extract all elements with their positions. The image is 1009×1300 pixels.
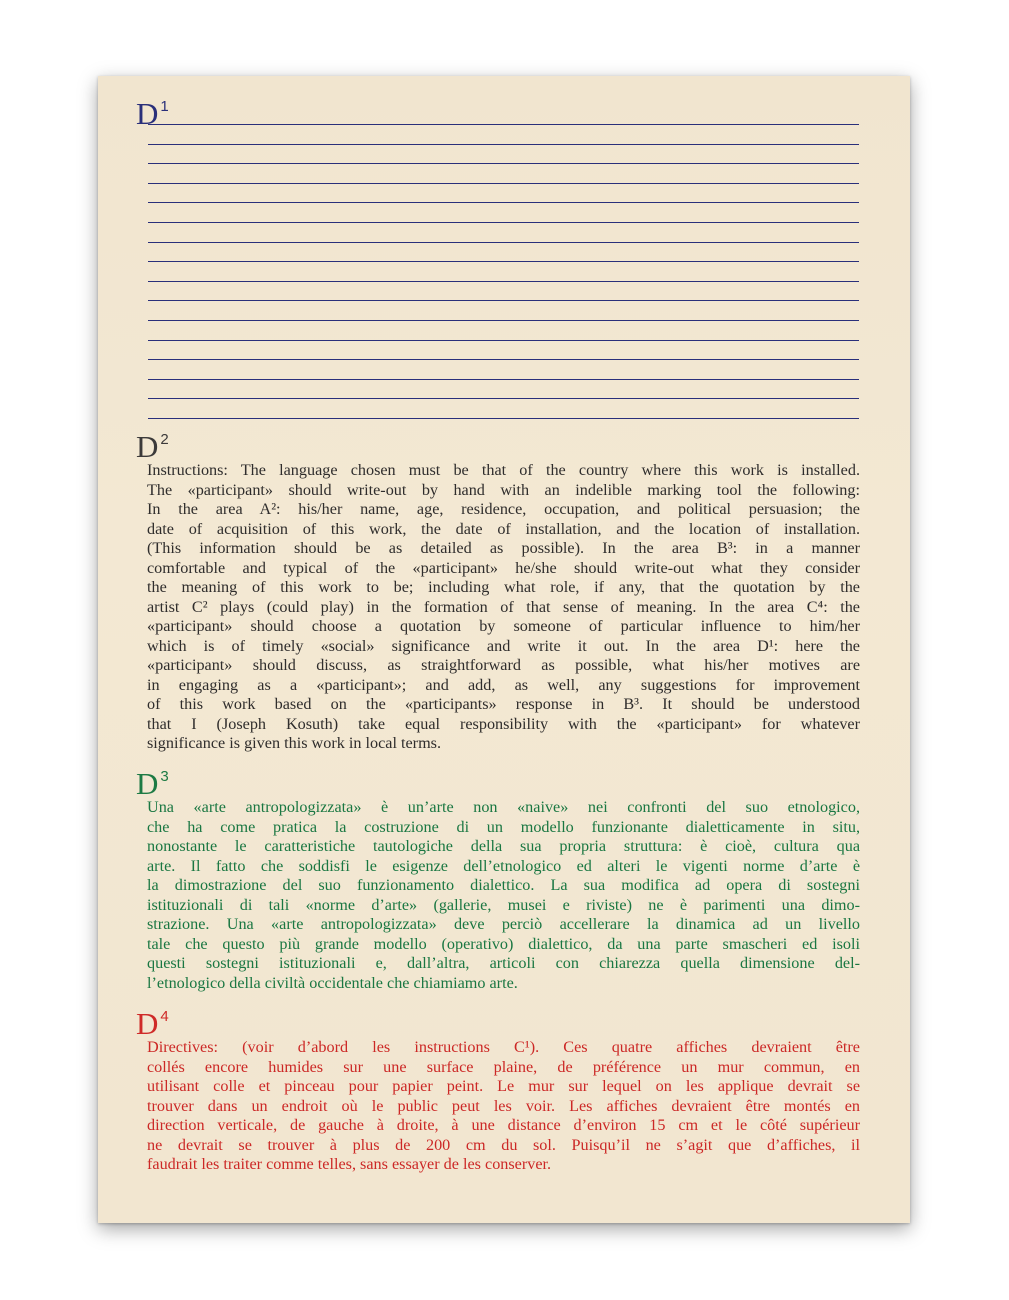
ruled-line (148, 300, 859, 301)
d2-instructions-text (147, 461, 860, 754)
ruled-line (148, 183, 859, 184)
text-line: the meaning of this work to be; including what role, if any, that the quotation by the (147, 578, 860, 596)
text-line: utilisant colle et pinceau pour papier peint. Le mur sur lequel on les applique devrait se (147, 1077, 860, 1095)
text-line: Directives: (voir d’abord les instructions C¹). Ces quatre affiches devraient être (147, 1038, 860, 1056)
ruled-line (148, 418, 859, 419)
text-line: collés encore humides sur une surface plaine, de préférence un mur commun, en (147, 1057, 860, 1076)
poster-sheet (98, 76, 910, 1223)
section-letter: D (136, 96, 159, 131)
text-line: faudrait les traiter comme telles, sans essayer de les conserver. (147, 1155, 552, 1173)
text-line: «participant» should discuss, as straightforward as possible, what his/her motives are (147, 656, 860, 674)
text-line: Una «arte antropologizzata» è un’arte non «naive» nei confronti del suo etnologico, (147, 798, 860, 816)
text-line: The «participant» should write-out by hand with an indelible marking tool the following: (147, 480, 860, 499)
ruled-line (148, 340, 859, 341)
text-line: date of acquisition of this work, the date of installation, and the location of installation. (147, 519, 860, 538)
section-d2-heading (136, 431, 169, 462)
text-line: questi sostegni istituzionali e, dall’altra, articoli con chiarezza quella dimensione del- (147, 954, 860, 972)
ruled-line (148, 398, 859, 399)
text-line: significance is given this work in local terms. (147, 734, 442, 752)
text-line: In the area A²: his/her name, age, residence, occupation, and political persuasion; the (147, 500, 860, 518)
text-line: trouver dans un endroit où le public peut les voir. Les affiches devraient être montés en (147, 1096, 860, 1115)
d3-italian-text (147, 798, 860, 993)
text-line: istituzionali di tali «norme d’arte» (gallerie, musei e riviste) ne è parimenti una dimo- (147, 895, 860, 914)
ruled-line (148, 163, 859, 164)
ruled-line (148, 359, 859, 360)
ruled-line (148, 281, 859, 282)
text-line: «participant» should choose a quotation by someone of particular influence to him/her (147, 617, 860, 635)
text-line: che ha come pratica la costruzione di un modello funzionante dialetticamente in situ, (147, 817, 860, 836)
section-letter: D (136, 429, 159, 464)
ruled-line (148, 320, 859, 321)
text-line: l’etnologico della civiltà occidentale che chiamiamo arte. (147, 973, 518, 992)
text-line: arte. Il fatto che soddisfi le esigenze dell’etnologico ed alteri le vigenti norme d’arte è (147, 856, 860, 875)
text-line: Instructions: The language chosen must be that of the country where this work is installed. (147, 461, 860, 479)
ruled-line (148, 124, 859, 125)
text-line: strazione. Una «arte antropologizzata» deve perciò accellerare la dinamica ad un livello (147, 915, 860, 933)
section-index: 1 (160, 98, 169, 115)
text-line: tale che questo più grande modello (operativo) dialettico, da una parte smascheri ed isoli (147, 934, 860, 953)
ruled-line (148, 242, 859, 243)
text-line: which is of timely «social» significance and write it out. In the area D¹: here the (147, 636, 860, 655)
text-line: artist C² plays (could play) in the formation of that sense of meaning. In the area C⁴: the (147, 597, 860, 616)
section-d3-heading (136, 768, 169, 799)
ruled-line (148, 379, 859, 380)
d4-french-text (147, 1038, 860, 1175)
section-index: 4 (160, 1008, 169, 1025)
ruled-line (148, 261, 859, 262)
section-letter: D (136, 766, 159, 801)
text-line: direction verticale, de gauche à droite, à une distance d’environ 15 cm et le côté supérieur (147, 1116, 860, 1134)
section-index: 3 (160, 768, 169, 785)
text-line: of this work based on the «participants» response in B³. It should be understood (147, 695, 860, 713)
text-line: ne devrait se trouver à plus de 200 cm du sol. Puisqu’il ne s’agit que d’affiches, il (147, 1135, 860, 1154)
text-line: (This information should be as detailed as possible). In the area B³: in a manner (147, 539, 860, 557)
text-line: la dimostrazione del suo funzionamento dialettico. La sua modifica ad opera di sostegni (147, 876, 860, 894)
text-line: in engaging as a «participant»; and add, as well, any suggestions for improvement (147, 675, 860, 694)
ruled-line (148, 222, 859, 223)
d1-ruled-writing-area[interactable] (148, 124, 859, 424)
section-letter: D (136, 1006, 159, 1041)
text-line: nonostante le caratteristiche tautologiche della sua propria struttura: è cioè, cultura qua (147, 837, 860, 855)
ruled-line (148, 202, 859, 203)
section-index: 2 (160, 431, 169, 448)
text-line: that I (Joseph Kosuth) take equal responsibility with the «participant» for whatever (147, 714, 860, 733)
text-line: comfortable and typical of the «participant» he/she should write-out what they consider (147, 558, 860, 577)
ruled-line (148, 144, 859, 145)
section-d4-heading (136, 1008, 169, 1039)
